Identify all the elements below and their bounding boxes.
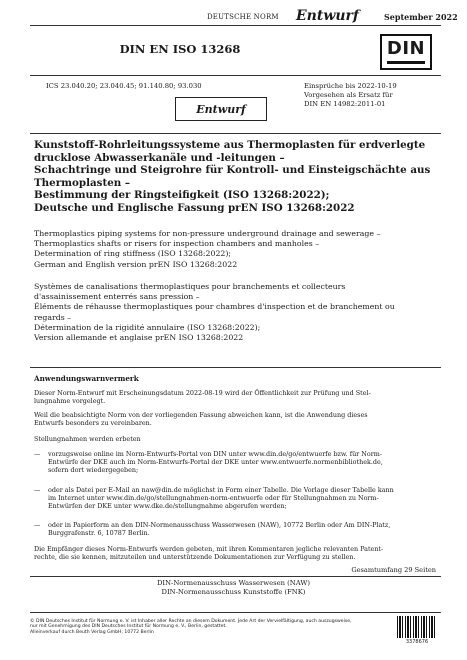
title-line: German and English version prEN ISO 13268:2022 bbox=[34, 259, 238, 269]
text-line: lungnahme vorgelegt. bbox=[34, 397, 106, 406]
title-line: Détermination de la rigidité annulaire (ISO 13268:2022); bbox=[34, 322, 261, 332]
warning-paragraph bbox=[34, 435, 436, 443]
footer-line: Alleinverkauf durch Beuth Verlag GmbH, 10772 Berlin bbox=[30, 629, 154, 635]
warning-paragraph bbox=[34, 411, 436, 427]
title-line: Thermoplastics shafts or risers for inspection chambers and manholes – bbox=[34, 239, 320, 249]
copyright-footer bbox=[30, 619, 352, 635]
divider bbox=[30, 576, 441, 577]
total-pages: Gesamtumfang 29 Seiten bbox=[351, 566, 436, 574]
text-line: Entwurfs besonders zu vereinbaren. bbox=[34, 419, 152, 428]
footer-line: © DIN Deutsches Institut für Normung e. V. ist Inhaber aller Rechte an diesem Dokument. Jede Art der Vervielfältigung, auch auszugsweise, bbox=[30, 619, 352, 624]
warning-paragraph bbox=[34, 545, 436, 561]
norm-label: DEUTSCHE NORM bbox=[207, 13, 279, 21]
warning-paragraph bbox=[34, 389, 436, 405]
barcode-number: 3378676 bbox=[405, 639, 429, 645]
text-line: Burggrafenstr. 6, 10787 Berlin. bbox=[48, 529, 150, 538]
footer-line: nur mit Genehmigung des DIN Deutsches Institut für Normung e. V., Berlin, gestattet. bbox=[30, 624, 227, 630]
list-item-text bbox=[48, 450, 436, 475]
title-french bbox=[34, 282, 434, 343]
replacement-label: Vorgesehen als Ersatz für bbox=[304, 91, 393, 100]
divider bbox=[30, 25, 441, 26]
entwurf-header: Entwurf bbox=[296, 8, 359, 24]
text-line: oder als Datei per E-Mail an naw@din.de möglichst in Form einer Tabelle. Die Vorlage dieser Tabelle kann bbox=[48, 486, 394, 494]
text-line: im Internet unter www.din.de/go/stellungnahmen-norm-entwuerfe oder für Stellungnahmen zu Norm- bbox=[48, 494, 379, 503]
text-line: Entwürfe der DKE auch im Norm-Entwurfs-Portal der DKE unter www.entwuerfe.normenbibliothek.de, bbox=[48, 458, 383, 467]
title-german bbox=[34, 139, 434, 215]
barcode bbox=[397, 616, 437, 646]
din-logo bbox=[380, 34, 432, 70]
document-number: DIN EN ISO 13268 bbox=[119, 42, 241, 56]
title-line: drucklose Abwasserkanäle und -leitungen – bbox=[34, 151, 285, 164]
din-logo-text: DIN bbox=[386, 38, 426, 59]
title-line: Kunststoff-Rohrleitungssysteme aus Thermoplasten für erdverlegte bbox=[34, 139, 426, 151]
replaced-standard: DIN EN 14982:2011-01 bbox=[304, 100, 386, 109]
din-logo-bar bbox=[387, 61, 425, 64]
title-english bbox=[34, 229, 434, 270]
text-line: sofern dort wiedergegeben; bbox=[48, 466, 139, 475]
committee-name: DIN-Normenausschuss Wasserwesen (NAW) bbox=[156, 579, 311, 587]
text-line: rechte, die sie kennen, mitzuteilen und unterstützende Dokumentationen zur Verfügung zu stellen. bbox=[34, 553, 356, 562]
ics-codes: ICS 23.040.20; 23.040.45; 91.140.80; 93.030 bbox=[46, 82, 202, 90]
dash-marker: — bbox=[34, 486, 41, 494]
list-item-text bbox=[48, 521, 436, 537]
objection-deadline: Einsprüche bis 2022-10-19 bbox=[304, 82, 397, 90]
divider bbox=[30, 612, 441, 613]
barcode-graphic bbox=[397, 616, 437, 638]
text-line: Dieser Norm-Entwurf mit Erscheinungsdatum 2022-08-19 wird der Öffentlichkeit zur Prüfung und Stel- bbox=[34, 389, 371, 397]
text-line: Entwürfen der DKE unter www.dke.de/stellungnahme abgerufen werden; bbox=[48, 502, 287, 511]
entwurf-box: Entwurf bbox=[175, 97, 267, 121]
text-line: Weil die beabsichtigte Norm von der vorliegenden Fassung abweichen kann, ist die Anwendung dieses bbox=[34, 411, 368, 419]
title-line: Éléments de réhausse thermoplastiques pour chambres d'inspection et de branchement ou bbox=[34, 302, 395, 312]
text-line: Die Empfänger dieses Norm-Entwurfs werden gebeten, mit ihren Kommentaren jegliche relevanten Patent- bbox=[34, 545, 384, 553]
responsible-committees bbox=[0, 579, 467, 596]
text-line: oder in Papierform an den DIN-Normenausschuss Wasserwesen (NAW), 10772 Berlin oder Am DIN-Platz, bbox=[48, 521, 391, 529]
title-line: Schachtringe und Steigrohre für Kontroll- und Einsteigschächte aus bbox=[34, 164, 431, 177]
list-item-text bbox=[48, 486, 436, 511]
warning-heading: Anwendungswarnvermerk bbox=[34, 374, 139, 383]
title-line: Bestimmung der Ringsteifigkeit (ISO 13268:2022); bbox=[34, 189, 330, 202]
text-line: vorzugsweise online im Norm-Entwurfs-Portal von DIN unter www.din.de/go/entwuerfe bzw. für Norm- bbox=[48, 450, 382, 458]
title-line: d'assainissement enterrés sans pression – bbox=[34, 292, 200, 302]
text-line: Stellungnahmen werden erbeten bbox=[34, 435, 141, 443]
divider bbox=[30, 367, 441, 368]
title-line: Deutsche und Englische Fassung prEN ISO 13268:2022 bbox=[34, 201, 355, 214]
top-header bbox=[0, 8, 467, 26]
committee-name: DIN-Normenausschuss Kunststoffe (FNK) bbox=[161, 587, 306, 596]
divider bbox=[30, 75, 441, 76]
dash-marker: — bbox=[34, 521, 41, 529]
issue-date: September 2022 bbox=[384, 12, 458, 22]
title-line: Version allemande et anglaise prEN ISO 13268:2022 bbox=[34, 333, 244, 343]
title-line: Determination of ring stiffness (ISO 13268:2022); bbox=[34, 249, 232, 259]
divider bbox=[30, 133, 441, 134]
title-line: Thermoplastics piping systems for non-pressure underground drainage and sewerage – bbox=[34, 229, 381, 238]
title-line: Thermoplasten – bbox=[34, 176, 130, 189]
title-line: Systèmes de canalisations thermoplastiques pour branchements et collecteurs bbox=[34, 282, 346, 291]
dash-marker: — bbox=[34, 450, 41, 458]
title-line: regards – bbox=[34, 312, 72, 322]
objection-info bbox=[304, 82, 397, 110]
